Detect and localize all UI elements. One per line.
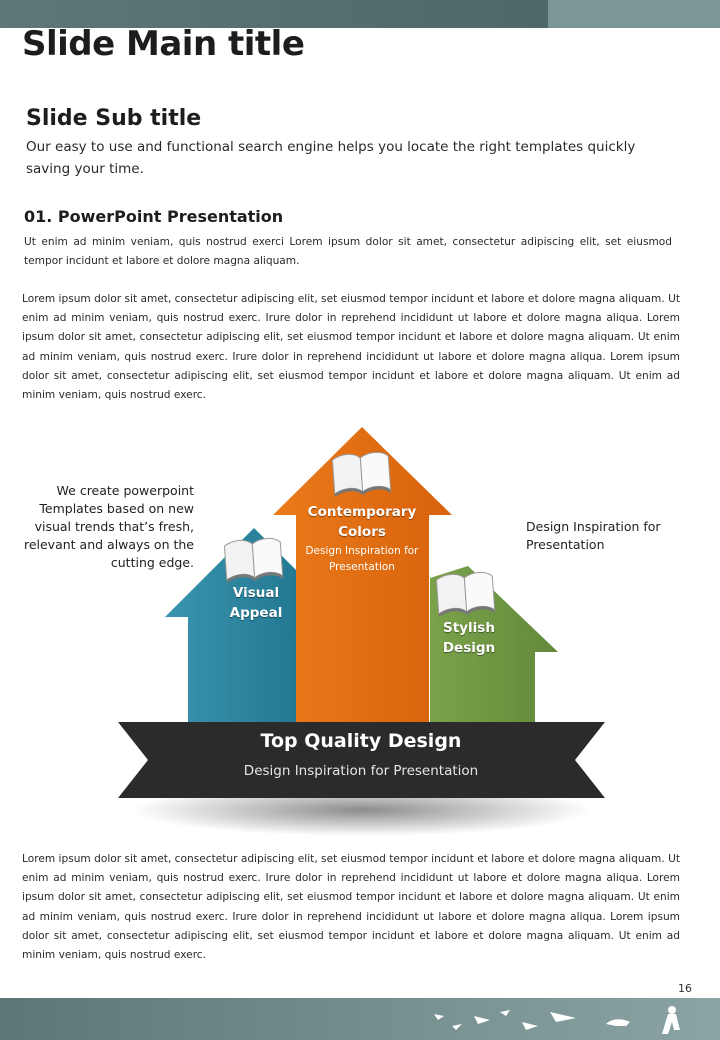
- sub-title: Slide Sub title: [26, 106, 202, 131]
- page-number: 16: [678, 982, 692, 995]
- right-note: Design Inspiration for Presentation: [526, 519, 661, 552]
- birds-and-figures-icon: [434, 1006, 680, 1034]
- arrow-sublabel-contemporary: Design Inspiration for Presentation: [305, 545, 419, 573]
- body-paragraph-bottom: Lorem ipsum dolor sit amet, consectetur adipiscing elit, set eiusmod tempor incidunt et labore et dolore magna aliquam. Ut enim ad minim veniam, quis nostrud exerc. Irure dolor in reprehend incididunt ut labore et dolore magna aliqua. Lorem ipsum dolor sit amet, consectetur adipiscing elit, set eiusmod tempor incidunt et labore et dolore magna aliquam. Ut enim ad minim veniam, quis nostrud exerc. Irure dolor in reprehend incididunt ut labore et dolore magna aliqua. Lorem ipsum dolor sit amet, consectetur adipiscing elit, set eiusmod tempor incidunt et labore et dolore magna aliquam. Ut enim ad minim veniam, quis nostrud exerc.: [22, 853, 680, 962]
- sub-description: Our easy to use and functional search engine helps you locate the right templates quickly saving your time.: [26, 139, 636, 177]
- ribbon-title: Top Quality Design: [260, 730, 462, 752]
- body-paragraph-top: Lorem ipsum dolor sit amet, consectetur adipiscing elit, set eiusmod tempor incidunt et labore et dolore magna aliquam. Ut enim ad minim veniam, quis nostrud exerc. Irure dolor in reprehend incididunt ut labore et dolore magna aliqua. Lorem ipsum dolor sit amet, consectetur adipiscing elit, set eiusmod tempor incidunt et labore et dolore magna aliquam. Ut enim ad minim veniam, quis nostrud exerc. Irure dolor in reprehend incididunt ut labore et dolore magna aliqua. Lorem ipsum dolor sit amet, consectetur adipiscing elit, set eiusmod tempor incidunt et labore et dolore magna aliquam. Ut enim ad minim veniam, quis nostrud exerc.: [22, 293, 680, 402]
- arrow-label-contemporary-colors: Contemporary Colors: [307, 504, 417, 540]
- section-text: Ut enim ad minim veniam, quis nostrud exerci Lorem ipsum dolor sit amet, consectetur adipiscing elit, set eiusmod tempor incidunt et labore et dolore magna aliquam.: [24, 236, 672, 267]
- page-title: Slide Main title: [22, 24, 305, 64]
- footer-decoration: [0, 998, 720, 1040]
- left-note: We create powerpoint Templates based on new visual trends that’s fresh, relevant and always on the cutting edge.: [23, 483, 194, 570]
- section-heading: 01. PowerPoint Presentation: [24, 207, 284, 226]
- arrow-label-visual-appeal: Visual Appeal: [229, 585, 283, 621]
- arrow-label-stylish-design: Stylish Design: [442, 620, 496, 656]
- ribbon-subtitle: Design Inspiration for Presentation: [243, 763, 479, 779]
